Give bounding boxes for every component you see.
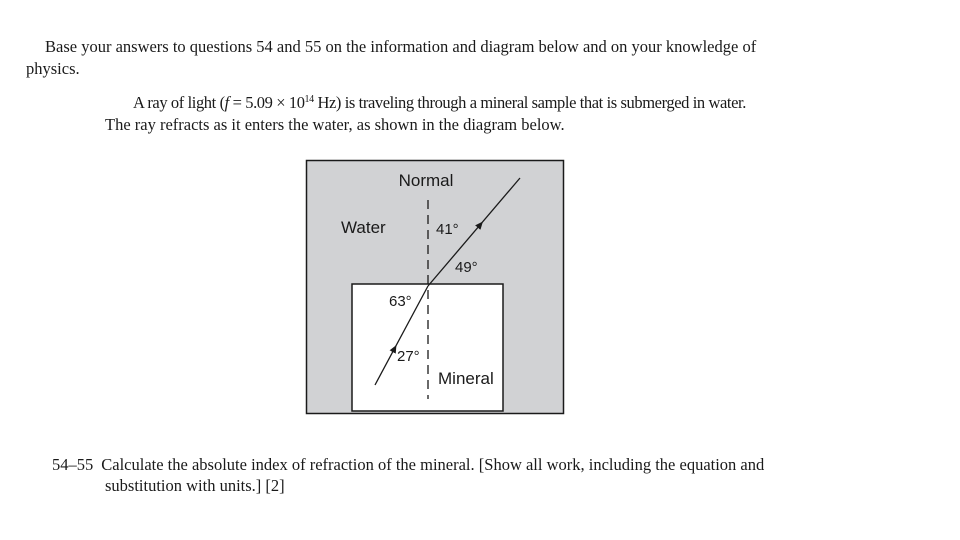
question-line-2: substitution with units.] [2] [105,476,285,495]
mineral-label: Mineral [438,369,494,388]
intro-text-line-1: Base your answers to questions 54 and 55 on the information and diagram below and on your knowledge of [45,37,757,56]
ray-description-line-2: The ray refracts as it enters the water, as shown in the diagram below. [105,115,565,134]
angle-63-label: 63° [389,293,412,310]
ray-description-line-1: A ray of light ($f = 5.09 \times 10^{14}$ Hz) is traveling through a mineral sample that is submerged in water. [133,93,746,112]
intro-text-line-2: physics. [26,59,80,78]
water-label: Water [341,218,386,237]
question-number: 54–55 [52,455,94,474]
angle-49-label: 49° [455,259,478,276]
question-line-1: 54–55 Calculate the absolute index of refraction of the mineral. [Show all work, including the equation and [52,455,765,474]
mineral-block [352,284,503,411]
angle-41-label: 41° [436,221,459,238]
angle-27-label: 27° [397,348,420,365]
normal-label: Normal [398,171,454,190]
